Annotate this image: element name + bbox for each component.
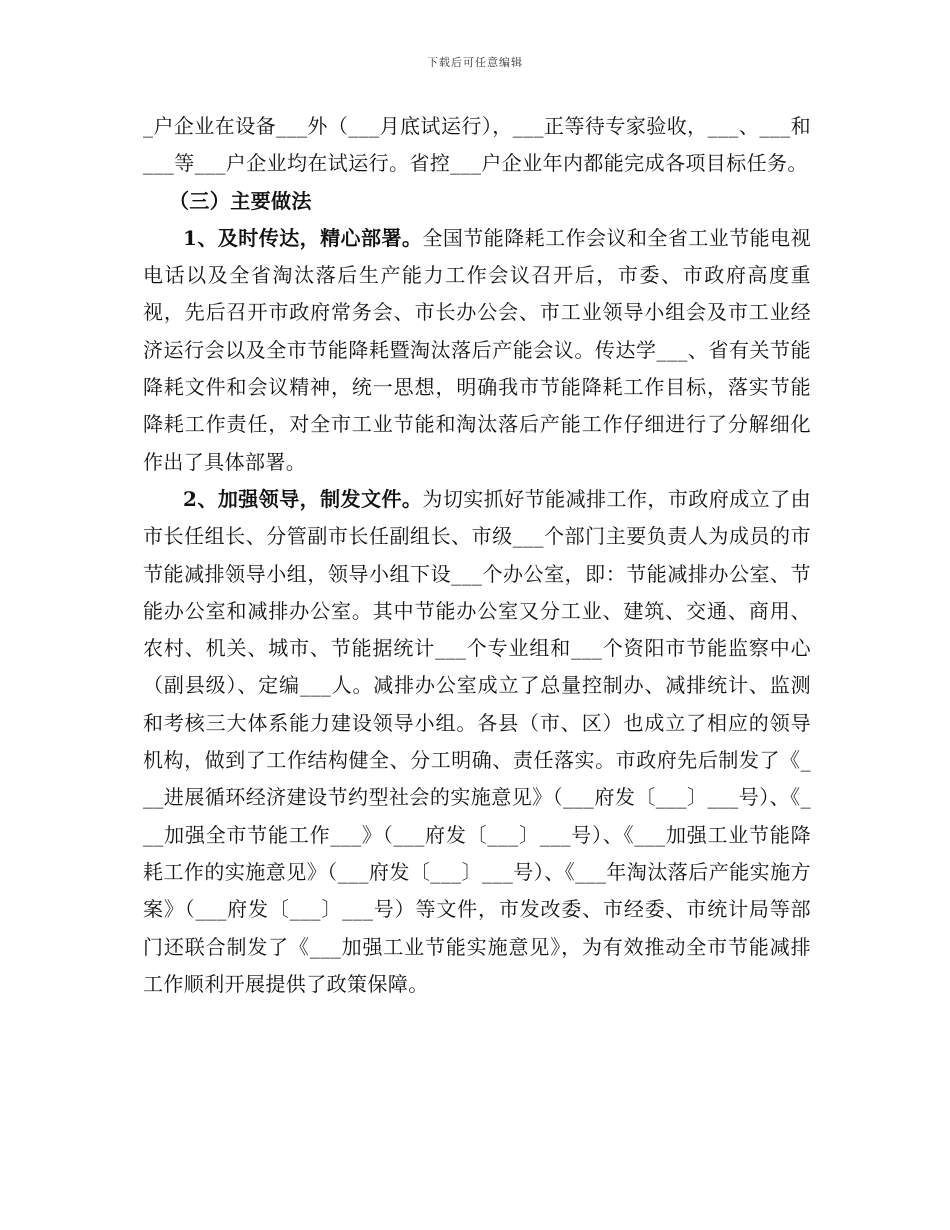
item-2-title: 2、加强领导，制发文件。 — [183, 486, 423, 511]
item-2-body: 为切实抓好节能减排工作，市政府成立了由市长任组长、分管副市长任副组长、市级___个部门主要负责人为成员的市节能减排领导小组，领导小组下设___个办公室，即：节能减排办公室、节能办公室和减排办公室。其中节能办公室又分工业、建筑、交通、商用、农村、机关、城市、节能据统计___个专业组和___个资阳市节能监察中心（副县级）、定编___人。减排办公室成立了总量控制办、减排统计、监测和考核三大体系能力建设领导小组。各县（市、区）也成立了相应的领导机构，做到了工作结构健全、分工明确、责任落实。市政府先后制发了《___进展循环经济建设节约型社会的实施意见》（___府发〔___〕___号）、《___加强全市节能工作___》（___府发〔___〕___号）、《___加强工业节能降耗工作的实施意见》（___府发〔___〕___号）、《___年淘汰落后产能实施方案》（___府发〔___〕___号）等文件，市发改委、市经委、市统计局等部门还联合制发了《___加强工业节能实施意见》，为有效推动全市节能减排工作顺利开展提供了政策保障。 — [143, 486, 811, 996]
paragraph-item-2 — [143, 481, 811, 1003]
page-header: 下载后可任意编辑 — [427, 56, 523, 69]
paragraph-item-1 — [143, 220, 811, 481]
section-heading-main-practices: （三）主要做法 — [169, 188, 312, 213]
document-body — [143, 108, 811, 1003]
paragraph-progress: _户企业在设备___外（___月底试运行），___正等待专家验收，___、___和___等___户企业均在试运行。省控___户企业年内都能完成各项目标任务。 — [143, 114, 811, 176]
item-1-title: 1、及时传达，精心部署。 — [183, 225, 423, 250]
item-1-body: 全国节能降耗工作会议和全省工业节能电视电话以及全省淘汰落后生产能力工作会议召开后，市委、市政府高度重视，先后召开市政府常务会、市长办公会、市工业领导小组会及市工业经济运行会以及全市节能降耗暨淘汰落后产能会议。传达学___、省有关节能降耗文件和会议精神，统一思想，明确我市节能降耗工作目标，落实节能降耗工作责任，对全市工业节能和淘汰落后产能工作仔细进行了分解细化作出了具体部署。 — [143, 225, 811, 474]
